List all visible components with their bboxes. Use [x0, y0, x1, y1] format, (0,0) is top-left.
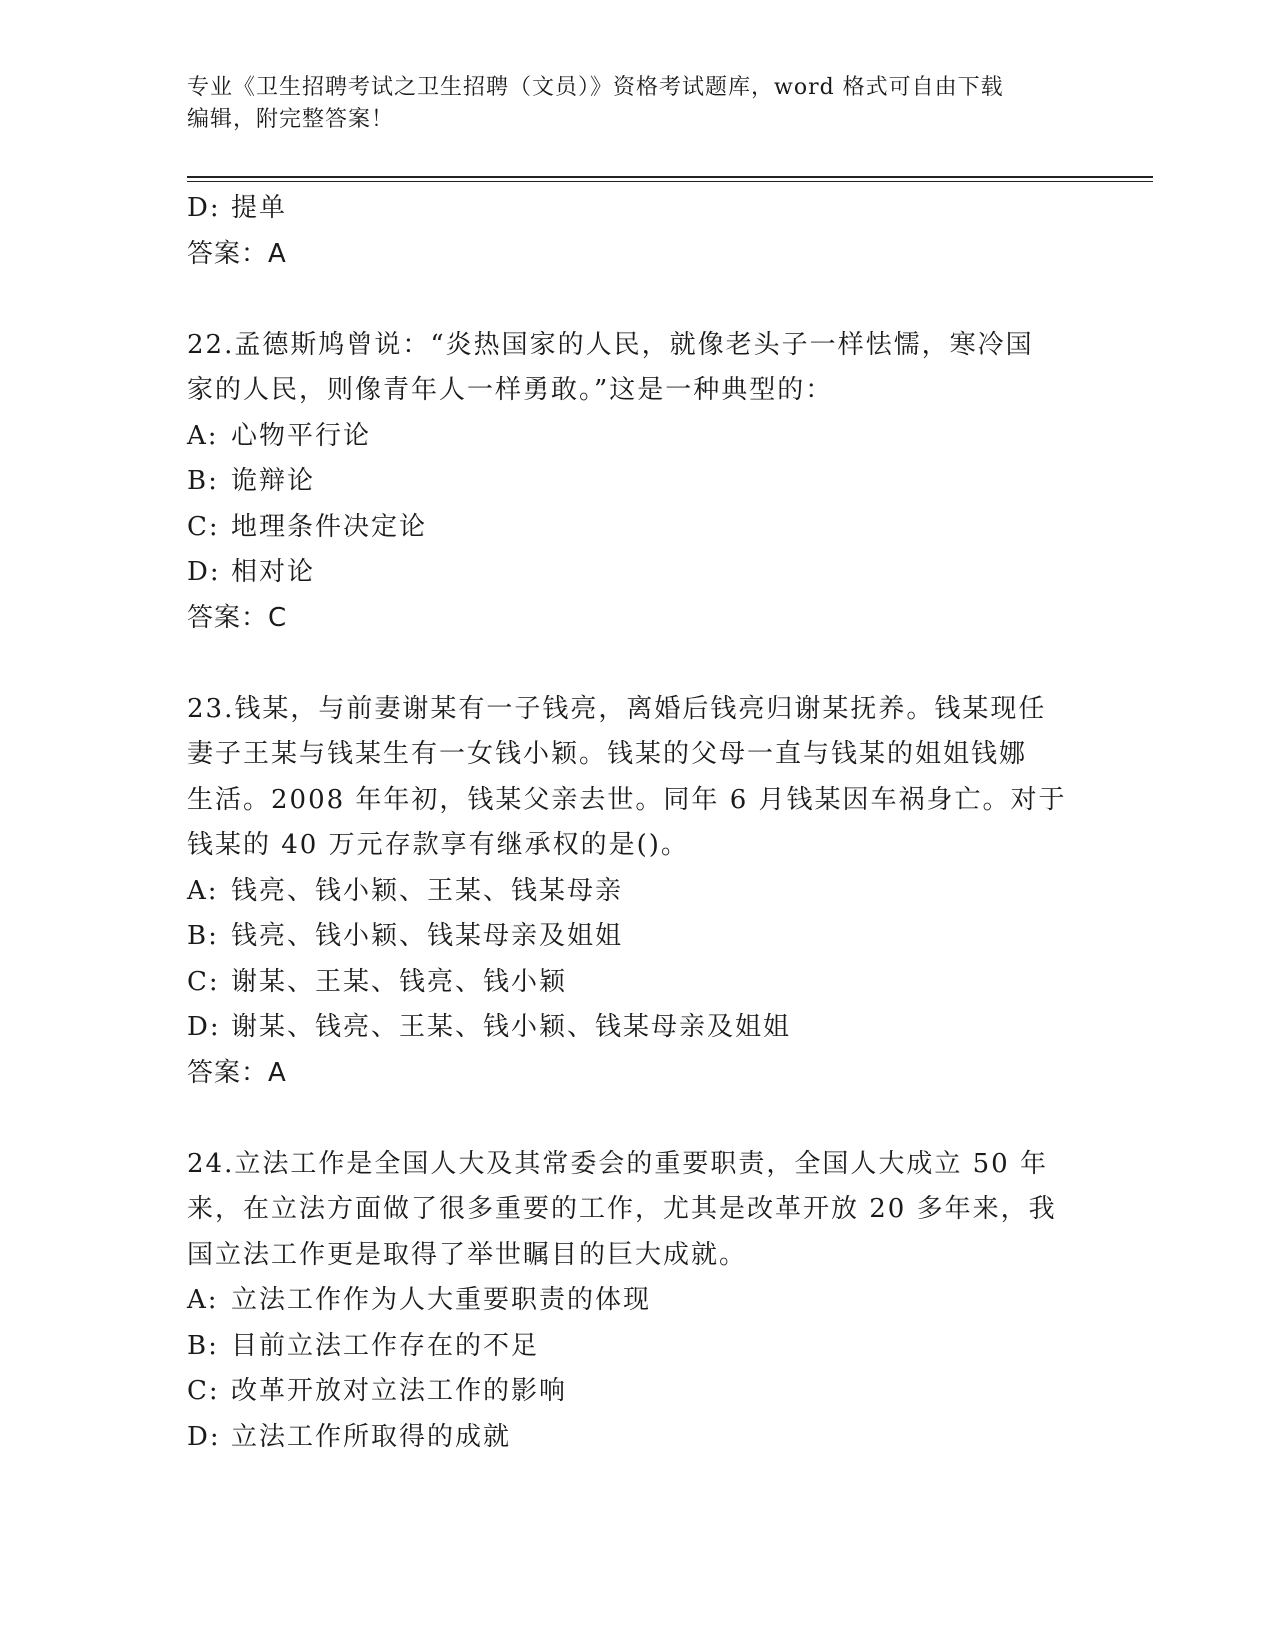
spacer [187, 641, 1087, 687]
option-text: 改革开放对立法工作的影响 [231, 1376, 568, 1406]
q24-option-a [187, 1278, 1087, 1324]
q24-stem-line: 国立法工作更是取得了举世瞩目的巨大成就。 [187, 1239, 748, 1270]
q24-stem [187, 1142, 1087, 1279]
option-label: B: [187, 1330, 219, 1361]
page-header [187, 72, 1067, 136]
option-label: C: [187, 1376, 220, 1406]
header-divider-thin [187, 181, 1153, 182]
option-text: 谢某、钱亮、王某、钱小颖、钱某母亲及姐姐 [231, 1012, 792, 1042]
option-text: 立法工作作为人大重要职责的体现 [231, 1285, 652, 1315]
q22-answer: 答案：C [187, 602, 288, 633]
spacer [187, 277, 1087, 323]
option-label: A: [187, 1285, 219, 1315]
option-label: D: [187, 557, 221, 587]
option-label: A: [187, 420, 219, 451]
option-label: D: [187, 1421, 221, 1452]
q22-stem-line: 家的人民，则像青年人一样勇敢。”这是一种典型的： [187, 375, 834, 405]
q23-option-d [187, 1005, 1087, 1051]
q23-answer: 答案：A [187, 1057, 287, 1088]
q23-option-b [187, 914, 1087, 960]
q24-stem-line: 24.立法工作是全国人大及其常委会的重要职责，全国人大成立 50 年 [187, 1148, 1048, 1179]
q22-option-c [187, 505, 1087, 551]
q23-stem-line: 妻子王某与钱某生有一女钱小颖。钱某的父母一直与钱某的姐姐钱娜 [187, 739, 1028, 769]
option-text: 谢某、王某、钱亮、钱小颖 [231, 966, 568, 997]
q23-option-c [187, 960, 1087, 1006]
option-text: 提单 [231, 193, 288, 223]
question-content [187, 186, 1087, 1460]
q22-option-d [187, 550, 1087, 596]
option-text: 钱亮、钱小颖、王某、钱某母亲 [231, 875, 624, 906]
q21-answer: 答案：A [187, 238, 287, 269]
option-text: 心物平行论 [231, 420, 372, 451]
q24-option-c [187, 1369, 1087, 1415]
q21-option-d [187, 186, 1087, 232]
option-label: D: [187, 1012, 221, 1042]
header-line-1: 专业《卫生招聘考试之卫生招聘（文员）》资格考试题库，word 格式可自由下载 [187, 75, 1004, 100]
option-text: 诡辩论 [231, 466, 316, 496]
q24-stem-line: 来，在立法方面做了很多重要的工作，尤其是改革开放 20 多年来，我 [187, 1194, 1057, 1224]
option-label: C: [187, 966, 220, 997]
option-text: 钱亮、钱小颖、钱某母亲及姐姐 [231, 921, 624, 951]
option-label: A: [187, 875, 219, 906]
option-label: D: [187, 193, 221, 223]
q23-option-a [187, 869, 1087, 915]
option-text: 立法工作所取得的成就 [231, 1421, 512, 1452]
q23-stem-line: 生活。2008 年年初，钱某父亲去世。同年 6 月钱某因车祸身亡。对于 [187, 784, 1067, 815]
q23-stem [187, 687, 1087, 869]
q23-stem-line: 23.钱某，与前妻谢某有一子钱亮，离婚后钱亮归谢某抚养。钱某现任 [187, 693, 1047, 724]
option-label: C: [187, 511, 220, 542]
option-label: B: [187, 466, 219, 496]
option-text: 地理条件决定论 [231, 511, 428, 542]
q22-option-b [187, 459, 1087, 505]
q23-stem-line: 钱某的 40 万元存款享有继承权的是()。 [187, 830, 689, 860]
q22-stem-line: 22.孟德斯鸠曾说：“炎热国家的人民，就像老头子一样怯懦，寒冷国 [187, 329, 1034, 360]
header-divider-thick [187, 176, 1153, 178]
option-text: 相对论 [231, 557, 316, 587]
spacer [187, 1096, 1087, 1142]
header-line-2: 编辑，附完整答案！ [187, 107, 395, 132]
q22-stem [187, 323, 1087, 414]
q24-option-b [187, 1324, 1087, 1370]
option-label: B: [187, 921, 219, 951]
option-text: 目前立法工作存在的不足 [231, 1330, 540, 1361]
q22-option-a [187, 414, 1087, 460]
q24-option-d [187, 1415, 1087, 1461]
